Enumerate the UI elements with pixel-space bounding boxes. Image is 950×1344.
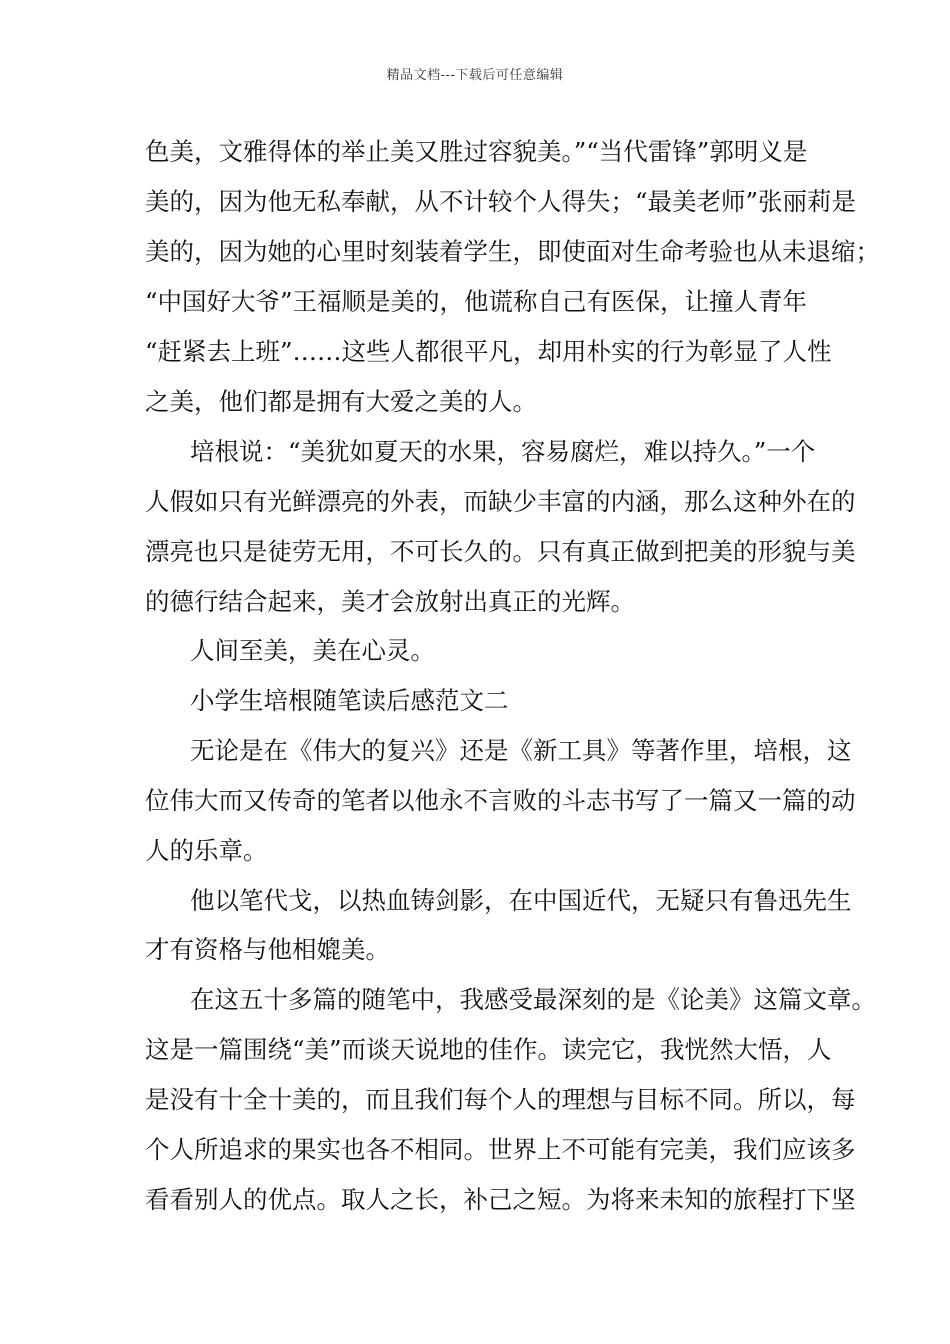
text-line: 人的乐章。 [145,836,268,865]
page-header: 精品文档---下载后可任意编辑 [386,68,564,83]
text-line: 漂亮也只是徒劳无用，不可长久的。只有真正做到把美的形貌与美 [145,537,856,566]
text-line: “赶紧去上班”……这些人都很平凡，却用朴实的行为彰显了人性 [145,337,832,366]
text-line: 之美，他们都是拥有大爱之美的人。 [145,387,537,416]
text-line: 看看别人的优点。取人之长，补己之短。为将来未知的旅程打下坚 [145,1185,856,1214]
paragraph-first-line: 无论是在《伟大的复兴》还是《新工具》等著作里，培根，这 [190,736,852,765]
paragraph-first-line: 人间至美，美在心灵。 [190,636,435,665]
text-line: 这是一篇围绕“美”而谈天说地的佳作。读完它，我恍然大悟，人 [145,1035,832,1064]
text-line: 的德行结合起来，美才会放射出真正的光辉。 [145,587,635,616]
text-line: 色美，文雅得体的举止美又胜过容貌美。”“当代雷锋”郭明义是 [145,137,808,166]
section-title: 小学生培根随笔读后感范文二 [190,686,509,715]
text-line: “中国好大爷”王福顺是美的，他谎称自己有医保，让撞人青年 [145,287,808,316]
text-line: 是没有十全十美的，而且我们每个人的理想与目标不同。所以，每 [145,1085,856,1114]
text-line: 人假如只有光鲜漂亮的外表，而缺少丰富的内涵，那么这种外在的 [145,487,856,516]
paragraph-first-line: 他以笔代戈，以热血铸剑影，在中国近代，无疑只有鲁迅先生 [190,886,852,915]
text-line: 美的，因为她的心里时刻装着学生，即使面对生命考验也从未退缩； [145,237,880,266]
paragraph-first-line: 在这五十多篇的随笔中，我感受最深刻的是《论美》这篇文章。 [190,985,876,1014]
paragraph-first-line: 培根说：“美犹如夏天的水果，容易腐烂，难以持久。”一个 [190,437,816,466]
text-line: 才有资格与他相媲美。 [145,935,390,964]
text-line: 美的，因为他无私奉献，从不计较个人得失；“最美老师”张丽莉是 [145,187,857,216]
text-line: 位伟大而又传奇的笔者以他永不言败的斗志书写了一篇又一篇的动 [145,786,856,815]
text-line: 个人所追求的果实也各不相同。世界上不可能有完美，我们应该多 [145,1135,856,1164]
